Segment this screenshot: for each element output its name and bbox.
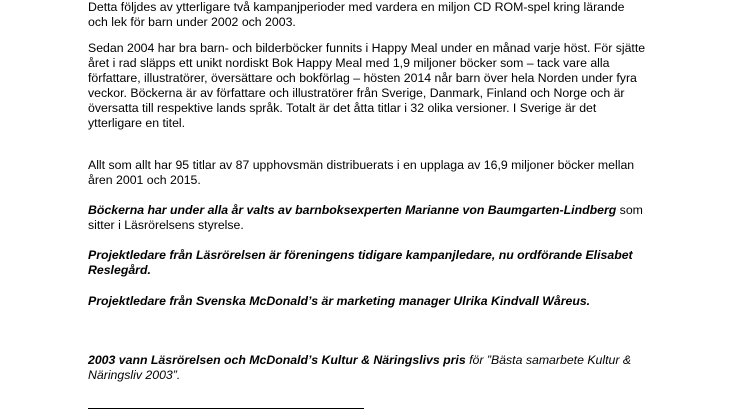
text-line: året i rad släpps ett unikt nordiskt Bok Happy Meal med 1,9 miljoner böcker som – tack vare alla (88, 56, 610, 70)
text-line: översatta till respektive lands språk. Totalt är det åtta titlar i 32 olika versioner. I Sverige är det (88, 101, 597, 115)
horizontal-rule (88, 408, 364, 409)
text-line: och lek för barn under 2002 och 2003. (88, 15, 296, 29)
regular-text: som (616, 203, 643, 217)
text-line: Näringsliv 2003”. (88, 368, 181, 382)
text-line: ytterligare en titel. (88, 116, 186, 130)
paragraph-totals (88, 158, 688, 188)
text-line: Projektledare från Svenska McDonald’s är marketing manager Ulrika Kindvall Wåreus. (88, 294, 591, 308)
text-line: Reslegård. (88, 263, 151, 277)
text-line (88, 353, 688, 368)
paragraph-project-lead-mcdonalds (88, 294, 688, 309)
emphasis-text: 2003 vann Läsrörelsen och McDonald’s Kultur & Näringslivs pris (88, 353, 466, 367)
text-line: sitter i Läsrörelsens styrelse. (88, 218, 244, 232)
paragraph-award-2003 (88, 353, 688, 383)
text-line: Projektledare från Läsrörelsen är föreningens tidigare kampanjledare, nu ordförande Elisabet (88, 248, 633, 262)
text-line (88, 203, 688, 218)
text-line: åren 2001 och 2015. (88, 173, 201, 187)
paragraph-cd-rom-campaigns (88, 0, 688, 30)
text-line: Sedan 2004 har bra barn- och bilderböcker funnits i Happy Meal under en månad varje höst. För sjätte (88, 41, 646, 55)
text-line: Detta följdes av ytterligare två kampanjperioder med vardera en miljon CD ROM-spel kring lärande (88, 0, 625, 14)
text-line: författare, illustratörer, översättare och bokförlag – hösten 2014 når barn över hela Norden under fyra (88, 71, 637, 85)
paragraph-book-selection (88, 203, 688, 233)
italic-text: för ”Bästa samarbete Kultur & (465, 353, 632, 367)
emphasis-text: Böckerna har under alla år valts av barnboksexperten Marianne von Baumgarten-Lindberg (88, 203, 617, 217)
text-line: Allt som allt har 95 titlar av 87 upphovsmän distribuerats i en upplaga av 16,9 miljoner böcker mellan (88, 158, 635, 172)
paragraph-happy-meal-books (88, 41, 688, 131)
text-line: veckor. Böckerna är av författare och illustratörer från Sverige, Danmark, Finland och Norge och är (88, 86, 625, 100)
paragraph-project-lead-lasrorelsen (88, 248, 688, 278)
